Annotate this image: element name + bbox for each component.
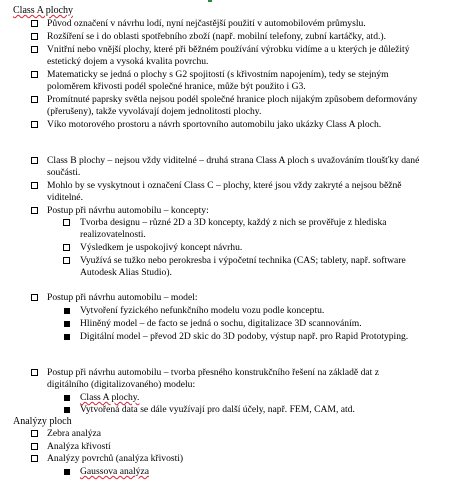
section-heading-class-a [13,5,73,17]
checkbox-bullet-icon [31,430,38,437]
list-item-text: Postup při návrhu automobilu – tvorba přesného konstrukčního řešení na základě dat z [47,367,379,378]
spellcheck-marker [208,0,212,2]
sub-list-item-text: Vytvořená data se dále využívají pro další účely, např. FEM, CAM, atd. [80,404,355,415]
checkbox-bullet-icon [31,182,38,189]
checkbox-bullet-icon [63,257,70,264]
checkbox-bullet-icon [63,244,70,251]
list-item-text: Promítnuté paprsky světla nejsou podél společné hranice ploch nijakým způsobem deformovány [47,94,418,105]
checkbox-bullet-icon [31,96,38,103]
checkbox-bullet-icon [31,443,38,450]
sub-list-item-text: Vytvoření fyzického nefunkčního modelu vozu podle konceptu. [80,305,325,316]
square-bullet-icon [64,334,70,340]
square-bullet-icon [64,469,70,475]
square-bullet-icon [64,308,70,314]
list-item-text: poloměrem křivosti podél společné hranice, může být použito i G3. [47,81,306,92]
list-item-text: Mohlo by se vyskytnout i označení Class C – plochy, které jsou vždy zakryté a nejsou běžně [47,180,402,191]
list-item-text: Vnitřní nebo vnější plochy, které při běžném používání výrobku vidíme a u kterých je důležitý [47,44,410,55]
square-bullet-icon [64,321,70,327]
checkbox-bullet-icon [31,71,38,78]
list-item-text: (přerušeny), takže vyvolávají dojem jednolitosti plochy. [47,106,262,117]
checkbox-bullet-icon [63,219,70,226]
list-item-text: Postup při návrhu automobilu – koncepty: [47,205,209,216]
checkbox-bullet-icon [31,157,38,164]
sub-list-item-text: Class A plochy. [80,392,140,403]
list-item-text: Zebra analýza [47,428,102,439]
sub-list-item-text: Hliněný model – de facto se jedná o sochu, digitalizace 3D scannováním. [80,318,362,329]
checkbox-bullet-icon [31,20,38,27]
checkbox-bullet-icon [31,207,38,214]
checkbox-bullet-icon [31,121,38,128]
checkbox-bullet-icon [31,33,38,40]
sub-list-item-text: Digitální model – převod 2D skic do 3D podoby, výstup např. pro Rapid Prototyping. [80,331,409,342]
list-item-text: estetický dojem a vysoká kvalita povrchu. [47,56,209,67]
sub-list-item-text: Gaussova analýza [80,466,149,477]
checkbox-bullet-icon [31,369,38,376]
list-item-text: Analýza křivostí [47,441,111,452]
list-item-text: digitálního (digitalizovaného) modelu: [47,379,196,390]
heading-text: Class A plochy [13,5,74,16]
list-item-text: Víko motorového prostoru a návrh sportovního automobilu jako ukázky Class A ploch. [47,119,382,130]
list-item-text: součásti. [47,167,81,178]
sub-list-item-text: Autodesk Alias Studio). [80,267,172,278]
list-item-text: Class B plochy – nejsou vždy viditelné – druhá strana Class A ploch s uvažováním tloušťky dané [47,155,420,166]
checkbox-bullet-icon [31,455,38,462]
square-bullet-icon [64,407,70,413]
list-item-text: viditelné. [47,192,83,203]
list-item-text: Původ označení v návrhu lodí, nyní nejčastější použití v automobilovém průmyslu. [47,18,366,29]
checkbox-bullet-icon [31,46,38,53]
sub-list-item-text: Využívá se tužko nebo perokresba i výpočetní technika (CAS; tablety, např. software [80,255,406,266]
list-item-text: Rozšíření se i do oblasti spotřebního zboží (např. mobilní telefony, zubní kartáčky, atd.). [47,31,386,42]
heading-text: Analýzy ploch [13,416,72,427]
section-heading-analyzy [13,416,72,428]
sub-list-item-text: Výsledkem je uspokojivý koncept návrhu. [80,242,243,253]
checkbox-bullet-icon [31,294,38,301]
sub-list-item-text: Tvorba designu – různé 2D a 3D koncepty, každý z nich se prověřuje z hlediska [80,217,387,228]
sub-list-item-text: realizovatelnosti. [80,229,146,240]
list-item-text: Analýzy povrchů (analýza křivosti) [47,453,184,464]
square-bullet-icon [64,395,70,401]
list-item-text: Matematicky se jedná o plochy s G2 spojitostí (s křivostním napojením), tedy se stejným [47,69,389,80]
list-item-text: Postup při návrhu automobilu – model: [47,292,198,303]
